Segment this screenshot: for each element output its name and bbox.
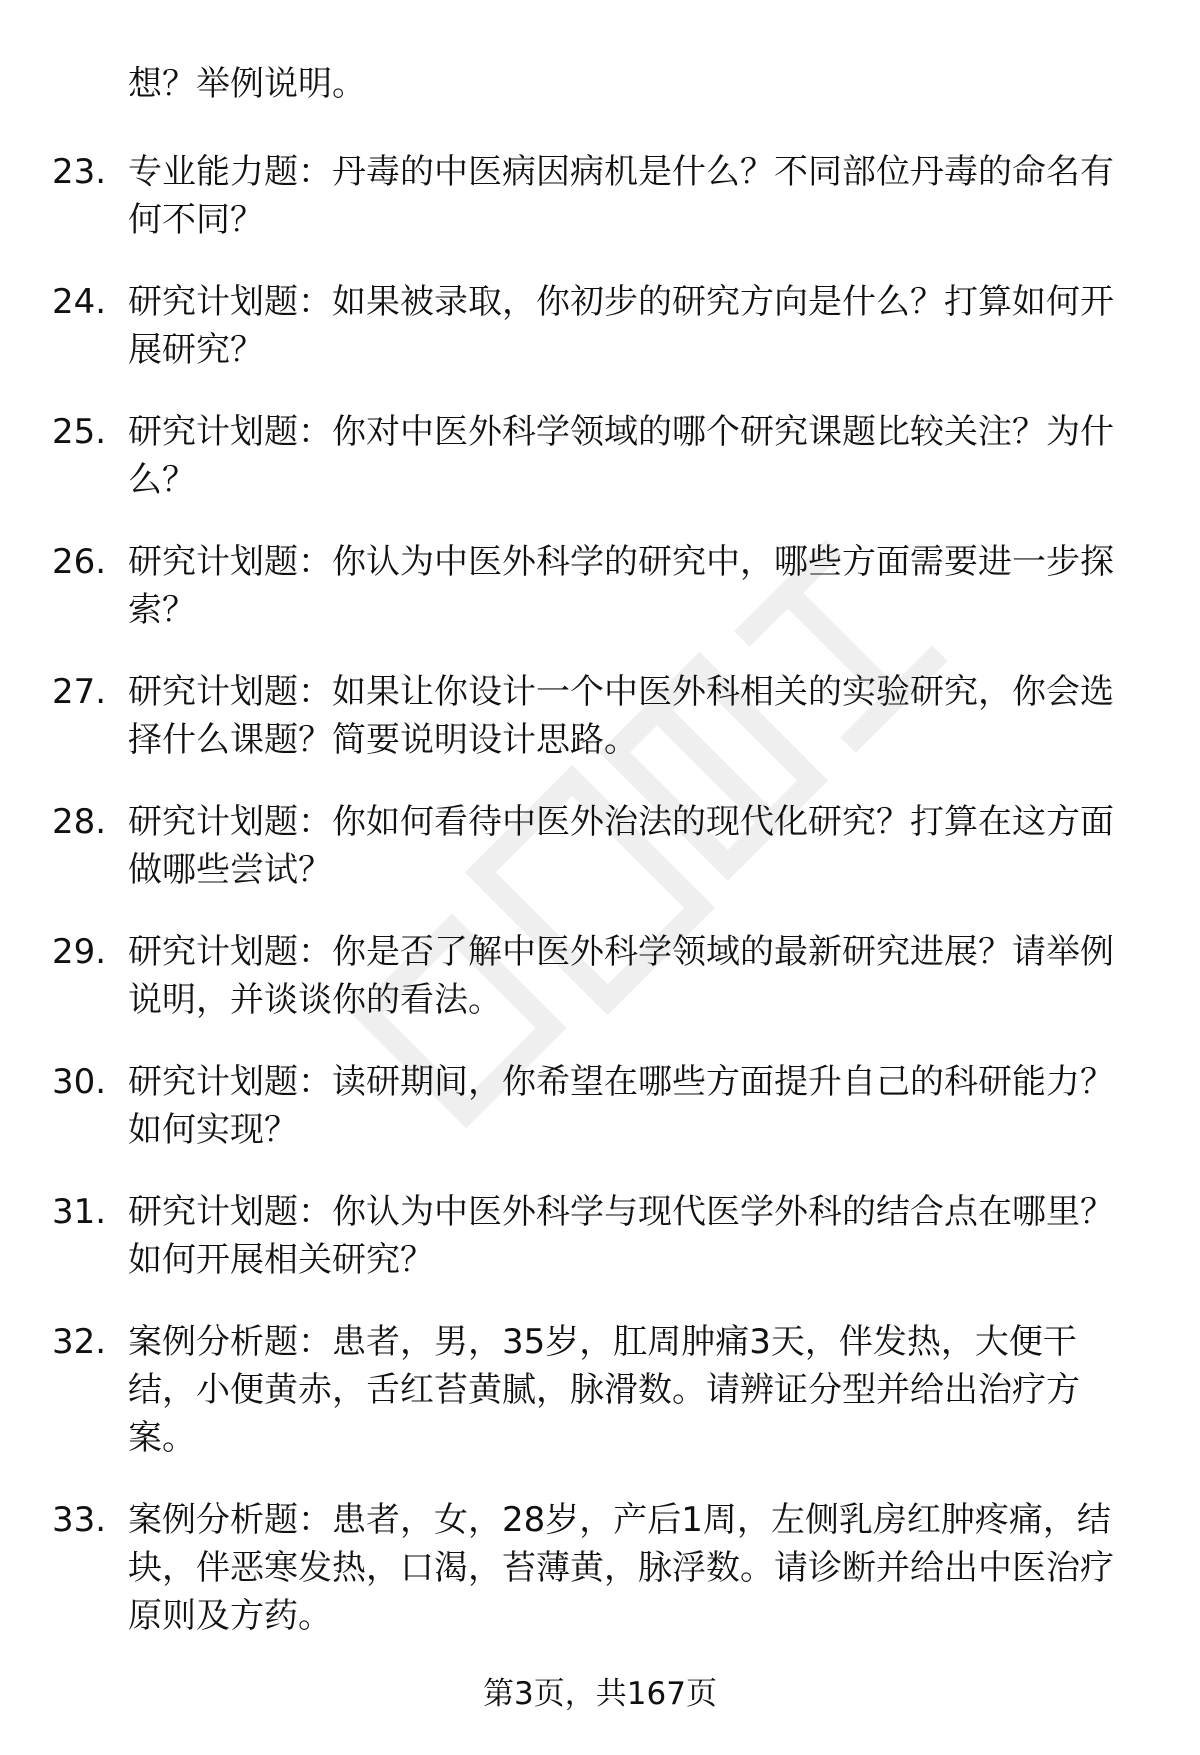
- question-number: 33.: [52, 1500, 107, 1540]
- question-number: 30.: [52, 1062, 107, 1102]
- question-number: 31.: [52, 1192, 107, 1232]
- list-item: [0, 1496, 1200, 1640]
- question-number: 24.: [52, 282, 107, 322]
- question-text: 研究计划题：你对中医外科学领域的哪个研究课题比较关注？为什么？: [128, 412, 1114, 500]
- question-text: 研究计划题：你认为中医外科学的研究中，哪些方面需要进一步探索？: [128, 542, 1114, 630]
- continuation-text: 想？举例说明。: [128, 64, 366, 104]
- question-text: 案例分析题：患者，男，35岁，肛周肿痛3天，伴发热，大便干结，小便黄赤，舌红苔黄腻，脉滑数。请辨证分型并给出治疗方案。: [128, 1322, 1080, 1458]
- question-text: 研究计划题：你认为中医外科学与现代医学外科的结合点在哪里？如何开展相关研究？: [128, 1192, 1114, 1280]
- question-text: 研究计划题：如果让你设计一个中医外科相关的实验研究，你会选择什么课题？简要说明设计思路。: [128, 672, 1114, 760]
- question-number: 27.: [52, 672, 107, 712]
- question-text: 研究计划题：你是否了解中医外科学领域的最新研究进展？请举例说明，并谈谈你的看法。: [128, 932, 1114, 1020]
- question-number: 23.: [52, 152, 107, 192]
- question-number: 26.: [52, 542, 107, 582]
- list-item: [0, 408, 1200, 504]
- list-item: [0, 148, 1200, 244]
- question-number: 29.: [52, 932, 107, 972]
- list-item: [0, 538, 1200, 634]
- page-footer: 第3页，共167页: [483, 1676, 717, 1712]
- list-item: [0, 798, 1200, 894]
- list-item: [0, 928, 1200, 1024]
- question-text: 案例分析题：患者，女，28岁，产后1周，左侧乳房红肿疼痛，结块，伴恶寒发热，口渴，苔薄黄，脉浮数。请诊断并给出中医治疗原则及方药。: [128, 1500, 1114, 1636]
- list-item: [0, 278, 1200, 374]
- question-number: 32.: [52, 1322, 107, 1362]
- list-item: [0, 668, 1200, 764]
- question-text: 研究计划题：如果被录取，你初步的研究方向是什么？打算如何开展研究？: [128, 282, 1114, 370]
- question-text: 研究计划题：你如何看待中医外治法的现代化研究？打算在这方面做哪些尝试？: [128, 802, 1114, 890]
- list-item: [0, 1318, 1200, 1462]
- question-number: 28.: [52, 802, 107, 842]
- question-text: 研究计划题：读研期间，你希望在哪些方面提升自己的科研能力？如何实现？: [128, 1062, 1114, 1150]
- question-number: 25.: [52, 412, 107, 452]
- question-list: [0, 148, 1200, 1674]
- list-item: [0, 1188, 1200, 1284]
- question-text: 专业能力题：丹毒的中医病因病机是什么？不同部位丹毒的命名有何不同？: [128, 152, 1114, 240]
- list-item: [0, 1058, 1200, 1154]
